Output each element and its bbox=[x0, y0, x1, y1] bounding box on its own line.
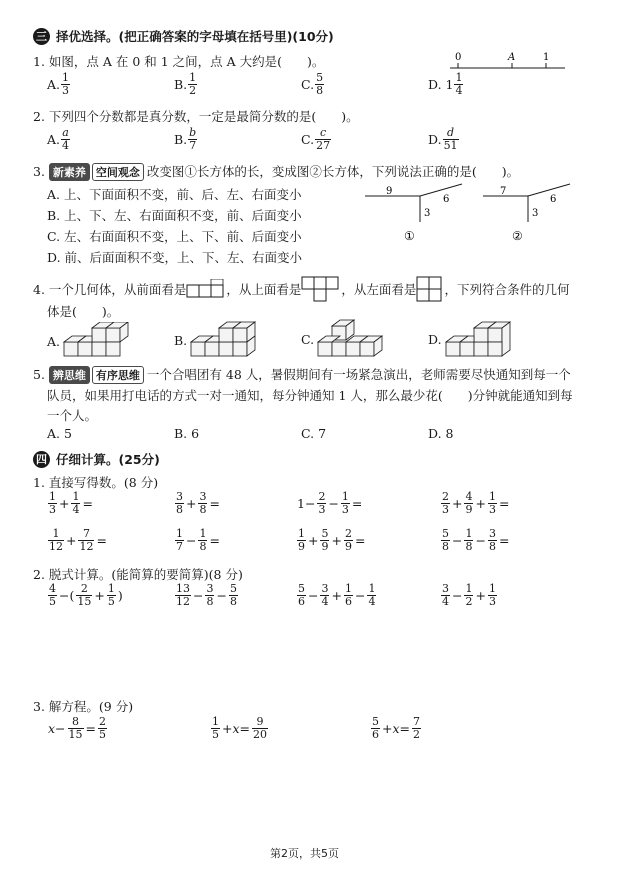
top-view-icon bbox=[301, 276, 341, 302]
section3-heading: 择优选择。(把正确答案的字母填在括号里)(10分) bbox=[56, 29, 334, 44]
fraction: 5 6 bbox=[298, 582, 305, 608]
p2-title: 2. 脱式计算。(能简算的要简算)(8 分) bbox=[33, 567, 243, 582]
q1-option-d[interactable]: D. 1 1 4 bbox=[428, 71, 463, 97]
cube-stack-a-icon bbox=[60, 322, 140, 360]
fraction: $\frac{1}{5}$ bbox=[107, 582, 115, 608]
section3-number: 三 bbox=[33, 28, 50, 45]
expr-text: − bbox=[328, 496, 339, 511]
expr-text: + bbox=[94, 588, 105, 603]
expr-text: − bbox=[354, 588, 366, 603]
expr-text: + bbox=[475, 496, 486, 511]
q1-text: 1. 如图，点 A 在 0 和 1 之间，点 A 大约是( )。 bbox=[33, 54, 325, 69]
p1-expr-2 bbox=[174, 491, 221, 516]
expr-text: −( bbox=[59, 588, 75, 603]
q2-text: 2. 下列四个分数都是真分数，一定是最简分数的是( )。 bbox=[33, 109, 359, 124]
fraction: $\frac{2}{9}$ bbox=[344, 527, 352, 553]
expr-text: − bbox=[193, 588, 204, 603]
q5-tag2: 有序思维 bbox=[92, 366, 144, 384]
q4-option-c[interactable]: C. bbox=[301, 318, 394, 360]
label-one: 1 bbox=[543, 52, 550, 63]
fraction: 4 5 bbox=[49, 582, 56, 608]
p1-expr-8 bbox=[440, 528, 510, 553]
fraction: $\frac{3}{8}$ bbox=[199, 490, 207, 516]
section3-title bbox=[33, 27, 334, 45]
p2-expr-1 bbox=[47, 583, 124, 608]
expr-text: − bbox=[475, 533, 486, 548]
p2-expr-3 bbox=[296, 583, 377, 608]
p3-title: 3. 解方程。(9 分) bbox=[33, 699, 134, 714]
fig2-width-edge bbox=[528, 184, 570, 196]
expr-text: = bbox=[209, 496, 220, 511]
fraction: 5 6 bbox=[372, 715, 379, 741]
fraction: $\frac{8}{15}$ bbox=[68, 715, 83, 741]
q4-option-b[interactable]: B. bbox=[174, 320, 267, 360]
fraction: 3 4 bbox=[442, 582, 449, 608]
fraction: $\frac{4}{9}$ bbox=[465, 490, 473, 516]
expr-text: + bbox=[452, 496, 463, 511]
expr-text: + bbox=[59, 496, 70, 511]
fraction: $\frac{9}{20}$ bbox=[253, 715, 267, 741]
fraction: $\frac{1}{3}$ bbox=[341, 490, 349, 516]
q3-figure-2 bbox=[478, 182, 598, 244]
fraction: 3 8 bbox=[176, 490, 183, 516]
p1-title: 1. 直接写得数。(8 分) bbox=[33, 475, 159, 490]
q5-option-b[interactable]: B. 6 bbox=[174, 426, 200, 441]
q3-option-b[interactable]: B. 上、下、左、右面面积不变，前、后面变小 bbox=[47, 208, 302, 223]
cube-stack-c-icon bbox=[314, 318, 394, 360]
q5-tag: 辨思维 bbox=[49, 366, 90, 384]
expr-text: = bbox=[351, 496, 363, 511]
fig1-len-label: 9 bbox=[386, 186, 393, 197]
expr-text: x− bbox=[48, 721, 66, 736]
fraction: $\frac{2}{3}$ bbox=[318, 490, 326, 516]
q4-option-d[interactable]: D. bbox=[428, 318, 522, 360]
p3-eq-1 bbox=[47, 716, 108, 741]
q3-option-a[interactable]: A. 上、下面面积不变，前、后、左、右面变小 bbox=[47, 187, 302, 202]
p3-eq-3 bbox=[370, 716, 422, 741]
expr-text: = bbox=[354, 533, 366, 548]
p1-expr-4 bbox=[440, 491, 510, 516]
fraction: 1 3 bbox=[49, 490, 56, 516]
fig2-hgt-label: 3 bbox=[532, 208, 539, 219]
q2-option-a[interactable]: A. a 4 bbox=[47, 126, 70, 152]
q1-option-c[interactable]: C. 5 8 bbox=[301, 71, 324, 97]
fraction: 1 9 bbox=[298, 527, 305, 553]
fig2-len-label: 7 bbox=[500, 186, 507, 197]
expr-text: 1− bbox=[297, 496, 316, 511]
fig1-width-edge bbox=[420, 184, 462, 196]
expr-text: ) bbox=[117, 588, 123, 603]
cube-stack-b-icon bbox=[187, 320, 267, 360]
fraction: 1 5 bbox=[212, 715, 219, 741]
fig2-wid-label: 6 bbox=[550, 194, 557, 205]
expr-text: = bbox=[82, 496, 93, 511]
label-zero: 0 bbox=[455, 52, 462, 63]
expr-text: − bbox=[452, 588, 463, 603]
q4-text: 4. 一个几何体，从前面看是 ，从上面看是 ，从左面看是 ，下列符合条件的几何 bbox=[33, 276, 569, 302]
fraction: $\frac{7}{2}$ bbox=[413, 715, 420, 741]
expr-text: + bbox=[475, 588, 486, 603]
fraction: $\frac{7}{12}$ bbox=[79, 527, 94, 553]
q5-option-c[interactable]: C. 7 bbox=[301, 426, 327, 441]
fraction: 13 12 bbox=[176, 582, 190, 608]
p1-expr-5 bbox=[47, 528, 108, 553]
fig1-label: ① bbox=[404, 229, 415, 243]
q2-option-d[interactable]: D. d 51 bbox=[428, 126, 458, 152]
fraction: $\frac{1}{4}$ bbox=[72, 490, 80, 516]
q5-text: 5. 辨思维 有序思维 一个合唱团有 48 人，暑假期间有一场紧急演出，老师需要尽快通知到每一个 bbox=[33, 367, 571, 382]
expr-text: +x= bbox=[222, 721, 250, 736]
fraction: $\frac{5}{9}$ bbox=[321, 527, 329, 553]
q4-text-2: 体是( )。 bbox=[47, 304, 120, 319]
cube-stack-d-icon bbox=[442, 318, 522, 360]
expr-text: = bbox=[96, 533, 107, 548]
expr-text: = bbox=[498, 533, 510, 548]
fig1-wid-label: 6 bbox=[443, 194, 450, 205]
expr-text: = bbox=[209, 533, 220, 548]
fraction: 5 8 bbox=[442, 527, 449, 553]
expr-text: − bbox=[452, 533, 463, 548]
q3-tag: 新素养 bbox=[49, 163, 90, 181]
fraction: 1 7 bbox=[176, 527, 183, 553]
label-a: A bbox=[508, 52, 516, 63]
expr-text: = bbox=[85, 721, 97, 736]
fraction: $\frac{3}{4}$ bbox=[321, 582, 329, 608]
expr-text: +x= bbox=[382, 721, 410, 736]
expr-text: + bbox=[308, 533, 319, 548]
fraction: $\frac{1}{3}$ bbox=[488, 490, 496, 516]
q4-option-a[interactable]: A. bbox=[47, 322, 140, 360]
expr-text: − bbox=[186, 533, 197, 548]
fraction: $\frac{3}{8}$ bbox=[488, 527, 496, 553]
expr-text: + bbox=[331, 588, 342, 603]
fig1-hgt-label: 3 bbox=[424, 208, 431, 219]
q5-option-a[interactable]: A. 5 bbox=[47, 426, 72, 441]
page-footer: 第2页，共5页 bbox=[270, 847, 339, 860]
q1-option-a[interactable]: A. 1 3 bbox=[47, 71, 70, 97]
fraction: $\frac{1}{4}$ bbox=[368, 582, 376, 608]
fraction: 2 3 bbox=[442, 490, 449, 516]
q3-option-c[interactable]: C. 左、右面面积不变，上、下、前、后面变小 bbox=[47, 229, 302, 244]
expr-text: − bbox=[308, 588, 319, 603]
fraction: $\frac{1}{6}$ bbox=[344, 582, 352, 608]
fraction: $\frac{1}{3}$ bbox=[488, 582, 496, 608]
p2-expr-2 bbox=[174, 583, 239, 608]
p1-expr-3 bbox=[296, 491, 363, 516]
section4-number: 四 bbox=[33, 451, 50, 468]
expr-text: + bbox=[186, 496, 197, 511]
fraction: $\frac{1}{2}$ bbox=[465, 582, 473, 608]
section4-title bbox=[33, 450, 160, 468]
fraction: $\frac{1}{8}$ bbox=[199, 527, 207, 553]
q5-text-3: 一个人。 bbox=[47, 408, 98, 423]
fraction: 2 15 bbox=[77, 582, 92, 608]
q3-figure-1 bbox=[360, 182, 480, 244]
q2-option-c[interactable]: C. c 27 bbox=[301, 126, 331, 152]
q5-option-d[interactable]: D. 8 bbox=[428, 426, 454, 441]
q3-tag2: 空间观念 bbox=[92, 163, 144, 181]
q3-text: 3. 新素养 空间观念 改变图①长方体的长，变成图②长方体，下列说法正确的是( )。 bbox=[33, 164, 520, 179]
q1-option-b[interactable]: B. 1 2 bbox=[174, 71, 197, 97]
p3-eq-2 bbox=[210, 716, 269, 741]
fraction: $\frac{2}{5}$ bbox=[99, 715, 107, 741]
q3-option-d[interactable]: D. 前、后面面积不变，上、下、左、右面变小 bbox=[47, 250, 303, 265]
p1-expr-6 bbox=[174, 528, 221, 553]
p1-expr-7 bbox=[296, 528, 366, 553]
expr-text: = bbox=[498, 496, 510, 511]
section4-heading: 仔细计算。(25分) bbox=[56, 452, 160, 467]
fraction: 1 12 bbox=[49, 527, 63, 553]
fraction: $\frac{3}{8}$ bbox=[206, 582, 214, 608]
fraction: $\frac{5}{8}$ bbox=[229, 582, 237, 608]
expr-text: + bbox=[331, 533, 342, 548]
expr-text: + bbox=[66, 533, 77, 548]
front-view-icon bbox=[186, 279, 226, 299]
left-view-icon bbox=[416, 276, 444, 302]
expr-text: − bbox=[216, 588, 227, 603]
p2-expr-4 bbox=[440, 583, 498, 608]
fraction: $\frac{1}{8}$ bbox=[465, 527, 473, 553]
p1-expr-1 bbox=[47, 491, 94, 516]
q5-text-2: 队员，如果用打电话的方式一对一通知，每分钟通知 1 人，那么最少花( )分钟就能通知到每 bbox=[47, 388, 573, 403]
fig2-label: ② bbox=[512, 229, 523, 243]
q2-option-b[interactable]: B. b 7 bbox=[174, 126, 197, 152]
